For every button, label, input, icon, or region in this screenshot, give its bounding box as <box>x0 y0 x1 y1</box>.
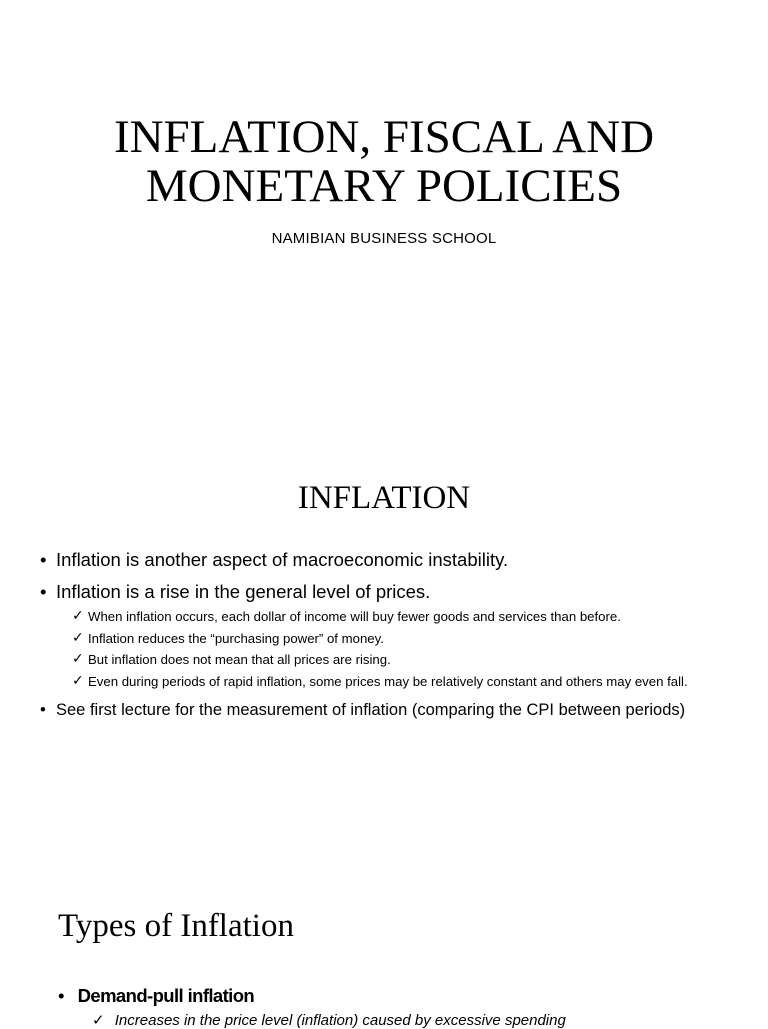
title-line-2: MONETARY POLICIES <box>145 160 623 212</box>
types-slide <box>0 880 768 1029</box>
checkmark-icon: ✓ <box>72 671 84 688</box>
bullet-list <box>40 548 760 722</box>
checkmark-icon: ✓ <box>72 628 84 645</box>
slide-heading: INFLATION <box>297 480 471 516</box>
inflation-slide <box>0 440 768 780</box>
sub-bullet-text: But inflation does not mean that all prices are rising. <box>88 652 391 667</box>
list-item <box>72 671 760 693</box>
checkmark-icon: ✓ <box>92 1012 105 1029</box>
list-item <box>40 698 760 722</box>
bullet-dot-icon: • <box>40 701 46 719</box>
bullet-dot-icon: • <box>58 985 65 1006</box>
list-item <box>72 606 760 628</box>
sub-bullet-text: Inflation reduces the “purchasing power” of money. <box>88 630 384 646</box>
bullet-text: Inflation is a rise in the general level of prices. <box>56 581 431 602</box>
bullet-text: Demand-pull inflation <box>77 985 255 1006</box>
bullet-text: See first lecture for the measurement of inflation (comparing the CPI between periods) <box>56 701 686 719</box>
sub-list-container <box>40 606 760 692</box>
sub-bullet-text: Even during periods of rapid inflation, some prices may be relatively constant and others may even fall. <box>88 673 688 689</box>
bullet-dot-icon: • <box>40 549 47 570</box>
title-slide <box>0 0 768 400</box>
checkmark-icon: ✓ <box>72 607 84 623</box>
list-item <box>92 1011 566 1029</box>
list-item <box>40 580 760 604</box>
sub-bullet-list <box>40 606 760 692</box>
presentation-subtitle: NAMIBIAN BUSINESS SCHOOL <box>271 230 497 247</box>
bullet-text: Inflation is another aspect of macroeconomic instability. <box>56 549 509 570</box>
presentation-title <box>0 113 768 211</box>
checkmark-icon: ✓ <box>72 650 84 666</box>
sub-bullet-text: When inflation occurs, each dollar of income will buy fewer goods and services than before. <box>88 609 621 624</box>
bullet-dot-icon: • <box>40 581 47 602</box>
list-item <box>58 984 254 1008</box>
list-item <box>40 548 760 572</box>
slide-heading: Types of Inflation <box>58 908 294 944</box>
title-line-1: INFLATION, FISCAL AND <box>113 111 655 163</box>
list-item <box>72 628 760 650</box>
list-item <box>72 649 760 671</box>
sub-bullet-text: Increases in the price level (inflation) caused by excessive spending <box>114 1012 566 1029</box>
